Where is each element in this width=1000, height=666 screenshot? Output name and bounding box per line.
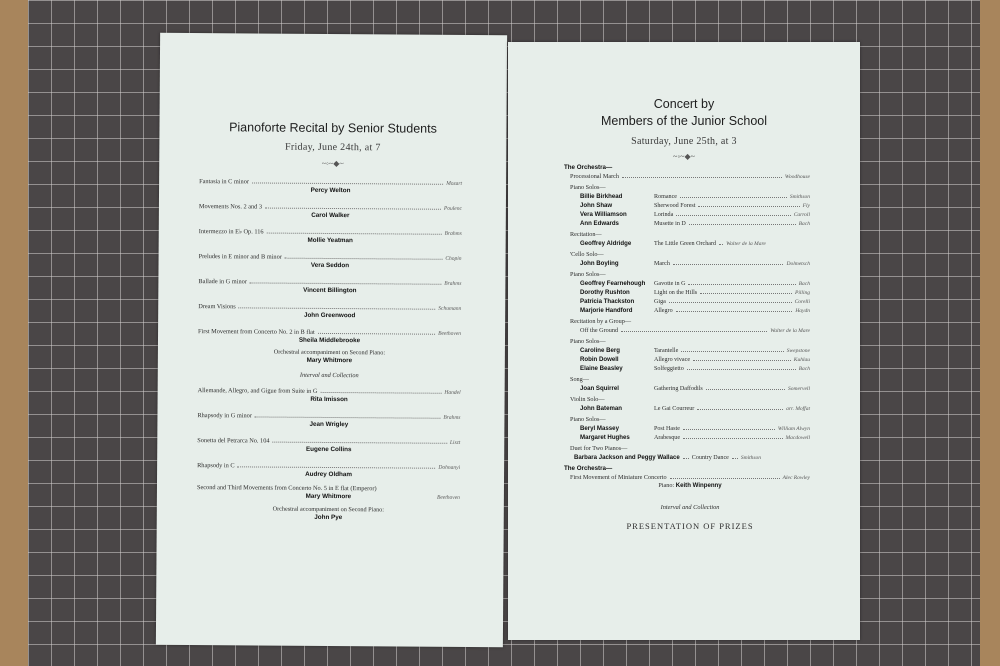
program-piece: Ballade in G minor — [198, 278, 247, 286]
solo-row — [580, 306, 810, 315]
right-page-date: Saturday, June 25th, at 3 — [631, 136, 737, 147]
section-heading: The Orchestra— — [564, 164, 613, 171]
work-title: Gathering Daffodils — [654, 386, 703, 392]
performer-name: Joan Squirrel — [580, 385, 619, 392]
program-item — [199, 177, 462, 196]
interval-label: Interval and Collection — [660, 504, 720, 511]
section-heading: Piano Solos— — [570, 416, 606, 423]
program-performer: Rita Imisson — [310, 395, 348, 404]
work-title: Lorinda — [654, 212, 674, 218]
right-page-title-line1: Concert by — [653, 97, 715, 111]
work-title: Musette in D — [654, 221, 686, 227]
program-item — [199, 227, 462, 246]
performer-name: Elaine Beasley — [580, 365, 623, 372]
program-piece: Intermezzo in E♭ Op. 116 — [198, 228, 264, 236]
program-item — [197, 461, 460, 480]
interval-label: Interval and Collection — [299, 371, 359, 380]
program-item — [198, 252, 461, 271]
program-piece: Sonetta del Petrarca No. 104 — [197, 437, 270, 445]
program-composer: Haydn — [795, 308, 810, 314]
program-performer: Sheila Middlebrooke — [298, 336, 361, 345]
work-title: Country Dance — [691, 455, 729, 461]
work-title: Solfeggietto — [654, 366, 684, 372]
presentation-of-prizes: PRESENTATION OF PRIZES — [626, 521, 754, 531]
solo-row — [580, 355, 810, 364]
program-composer: Somervell — [788, 386, 810, 392]
section-heading: Piano Solos— — [570, 338, 606, 345]
program-composer: Handel — [444, 389, 461, 396]
program-composer: Woodhouse — [784, 174, 810, 180]
solo-row — [580, 279, 810, 288]
program-composer: Liszt — [449, 439, 461, 446]
program-piece: First Movement from Concerto No. 2 in B flat — [198, 328, 315, 336]
left-page — [156, 33, 507, 647]
program-composer: Fly — [802, 203, 810, 209]
orchestral-accompaniment-name: John Pye — [314, 513, 343, 522]
performer-name: Patricia Thackston — [580, 298, 635, 305]
left-page-title: Pianoforte Recital by Senior Students — [229, 120, 437, 136]
performer-name: Marjorie Handford — [580, 307, 633, 314]
performer-name: Margaret Hughes — [580, 434, 630, 441]
program-item — [198, 386, 461, 405]
program-composer: Bach — [798, 221, 810, 227]
solo-row — [580, 192, 810, 201]
section-heading: Duet for Two Pianos— — [570, 445, 628, 452]
program-composer: Brahms — [444, 230, 462, 237]
right-page-title-line2: Members of the Junior School — [600, 114, 768, 128]
program-item — [197, 436, 460, 455]
program-composer: Kuhlau — [793, 357, 810, 363]
program-performer: John Greenwood — [303, 311, 356, 320]
section-heading: Piano Solos— — [570, 184, 606, 191]
program-performer: Audrey Oldham — [305, 470, 353, 479]
section-heading: 'Cello Solo— — [570, 251, 604, 258]
program-piece: Rhapsody in C — [197, 462, 235, 470]
orchestral-accompaniment-label: Orchestral accompaniment on Second Piano: — [272, 505, 385, 514]
performer-name: John Shaw — [580, 202, 613, 209]
section-heading: Piano Solos— — [570, 271, 606, 278]
work-title: March — [654, 261, 670, 267]
work-title: The Little Green Orchard — [654, 241, 717, 247]
program-piece: Rhapsody in G minor — [197, 412, 252, 420]
program-performer: Carol Walker — [311, 211, 350, 220]
program-composer: Beethoven — [436, 494, 460, 501]
piano-accompanist: Keith Winpenny — [675, 482, 722, 489]
program-piece: Fantasia in C minor — [199, 178, 249, 186]
work-title: Tarantelle — [654, 348, 679, 354]
program-item — [197, 411, 460, 430]
program-item — [198, 327, 461, 346]
program-performer: Mary Whitmore — [305, 492, 352, 501]
program-piece: First Movement of Miniature Concerto — [570, 474, 667, 481]
section-heading: Recitation by a Group— — [570, 318, 632, 325]
section-heading: Violin Solo— — [570, 396, 605, 403]
work-title: Arabesque — [654, 435, 681, 441]
performer-name: Dorothy Rushton — [580, 289, 630, 296]
solo-row — [580, 288, 810, 297]
work-title: Giga — [654, 299, 666, 305]
work-title: Gavotte in G — [654, 281, 686, 287]
ornament-icon: ~◦~◆~ — [321, 158, 344, 169]
program-performer: Vincent Billington — [303, 286, 357, 295]
work-title: Allegro — [654, 308, 673, 314]
performer-name: John Bateman — [580, 405, 622, 412]
program-piece: Second and Third Movements from Concerto No. 5 in E flat (Emperor) — [196, 484, 377, 493]
program-composer: Brahms — [443, 414, 461, 421]
orchestral-accompaniment-name: Mary Whitmore — [306, 356, 353, 365]
program-performer: Mollie Yeatman — [307, 236, 353, 245]
program-piece: Movements Nos. 2 and 3 — [198, 203, 263, 211]
program-piece: Off the Ground — [580, 327, 619, 334]
program-composer: Macdowell — [785, 435, 810, 441]
program-performer: Vera Seddon — [310, 261, 350, 270]
program-composer: Carroll — [793, 212, 810, 218]
ornament-icon: ~◦~◆~ — [673, 152, 695, 161]
work-title: Le Gai Courreur — [654, 406, 695, 412]
right-page — [508, 42, 860, 640]
performer-name: Robin Dowell — [580, 356, 619, 363]
program-piece: Allemande, Allegro, and Gigue from Suite in G — [197, 387, 318, 395]
program-composer: Walter de la Mare — [726, 241, 766, 247]
program-composer: arr. Moffat — [786, 406, 810, 412]
performer-name: Barbara Jackson and Peggy Wallace — [574, 454, 680, 461]
program-performer: Percy Welton — [310, 186, 351, 195]
section-heading: The Orchestra— — [564, 465, 613, 472]
performer-name: Billie Birkhead — [580, 193, 623, 200]
program-composer: Bach — [798, 281, 810, 287]
performer-name: John Boyling — [580, 260, 619, 267]
work-title: Allegro vivace — [654, 357, 691, 363]
performer-name: Geoffrey Fearnehough — [580, 280, 646, 287]
program-composer: Swepstone — [786, 348, 810, 354]
program-item — [198, 277, 461, 296]
program-composer: Smithson — [740, 455, 762, 461]
program-item — [199, 202, 462, 221]
solo-row — [580, 346, 810, 355]
orchestral-accompaniment-label: Orchestral accompaniment on Second Piano: — [273, 348, 386, 357]
solo-row — [580, 424, 810, 433]
program-composer: William Alwyn — [777, 426, 810, 432]
piano-label: Piano: — [658, 482, 675, 489]
program-composer: Dohnanyi — [438, 464, 461, 471]
work-title: Sherwood Forest — [654, 203, 696, 209]
performer-name: Vera Williamson — [580, 211, 627, 218]
program-piece: Preludes in E minor and B minor — [198, 253, 282, 261]
program-composer: Chopin — [445, 255, 462, 262]
program-performer: Jean Wrigley — [309, 420, 349, 429]
work-title: Post Haste — [654, 426, 680, 432]
program-composer: Schumann — [438, 305, 462, 312]
solo-row — [580, 219, 810, 228]
program-composer: Alec Rowley — [782, 475, 810, 481]
program-item — [197, 484, 460, 502]
left-page-date: Friday, June 24th, at 7 — [284, 141, 381, 154]
program-composer: Bach — [798, 366, 810, 372]
program-composer: Corelli — [794, 299, 810, 305]
right-program — [508, 164, 860, 531]
solo-row — [580, 201, 810, 210]
program-composer: Dolmetsch — [786, 261, 810, 267]
performer-name: Caroline Berg — [580, 347, 620, 354]
program-composer: Pilling — [795, 290, 810, 296]
solo-row — [580, 433, 810, 442]
work-title: Romance — [654, 194, 678, 200]
program-composer: Brahms — [444, 280, 462, 287]
program-composer: Beethoven — [438, 330, 462, 337]
solo-row — [580, 297, 810, 306]
program-composer: Smithson — [789, 194, 810, 200]
program-composer: Mozart — [446, 180, 463, 187]
program-composer: Walter de la Mare — [770, 328, 810, 334]
section-heading: Recitation— — [570, 231, 602, 238]
program-composer: Poulenc — [443, 205, 462, 212]
solo-row — [580, 210, 810, 219]
program-piece: Dream Visions — [198, 303, 236, 311]
program-performer: Eugene Collins — [305, 445, 352, 454]
program-item — [198, 302, 461, 321]
left-program — [157, 177, 506, 522]
program-piece: Processional March — [570, 173, 619, 180]
performer-name: Beryl Massey — [580, 425, 619, 432]
solo-row — [580, 364, 810, 373]
performer-name: Ann Edwards — [580, 220, 619, 227]
performer-name: Geoffrey Aldridge — [580, 240, 632, 247]
section-heading: Song— — [570, 376, 589, 383]
work-title: Light on the Hills — [654, 290, 698, 296]
